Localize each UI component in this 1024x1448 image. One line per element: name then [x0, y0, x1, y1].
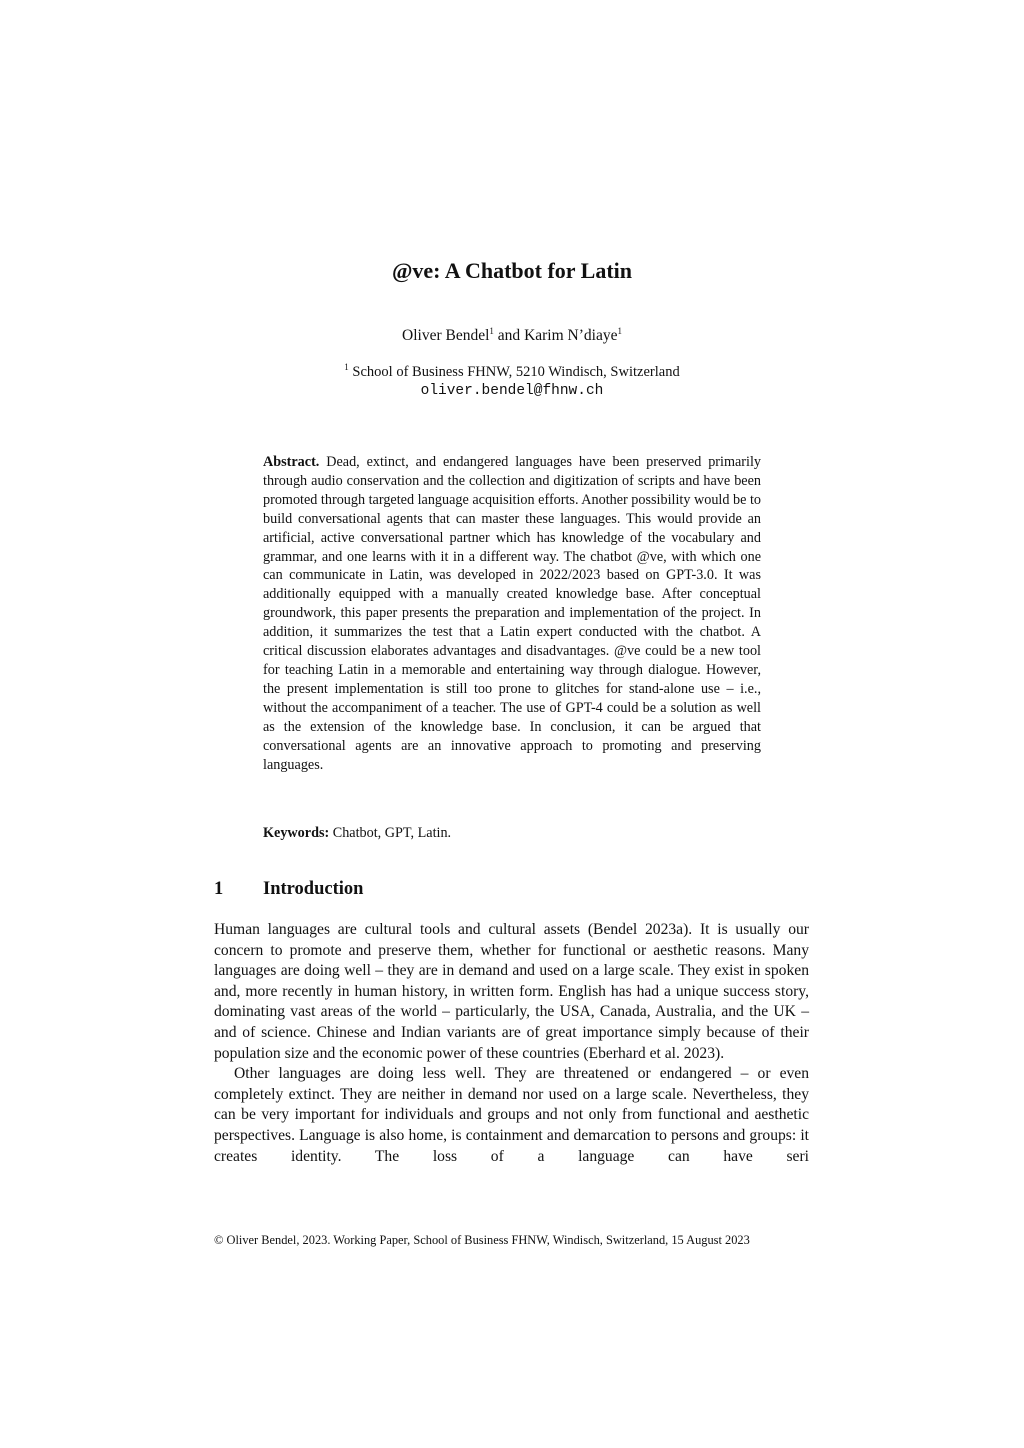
body-paragraph: Human languages are cultural tools and cultural assets (Bendel 2023a). It is usually our concern to promote and preserve them, whether for functional or aesthetic reasons. Many languages are doing well – they are in demand and used on a large scale. They exist in spoken and, more recently in human history, in written form. English has had a unique success story, dominating vast areas of the world – particularly, the USA, Canada, Australia, and the UK – and of science. Chinese and Indian variants are of great importance simply because of their population size and the economic power of these countries (Eberhard et al. 2023).: [214, 921, 809, 1062]
keywords-text: Chatbot, GPT, Latin.: [329, 825, 452, 841]
section-title: Introduction: [263, 879, 364, 899]
affiliation: [0, 363, 1024, 382]
author-line: [0, 325, 1024, 347]
keywords-label: Keywords:: [263, 825, 330, 841]
page-footer: © Oliver Bendel, 2023. Working Paper, School of Business FHNW, Windisch, Switzerland, 15 August 2023: [214, 1233, 750, 1247]
abstract-text: Dead, extinct, and endangered languages have been preserved primarily through audio conservation and the collection and digitization of scripts and have been promoted through targeted language acquisition efforts. Another possibility would be to build conversational agents that can master these languages. This would provide an artificial, active conversational partner which has knowledge of the vocabulary and grammar, and one learns with it in a different way. The chatbot @ve, with which one can communicate in Latin, was developed in 2022/2023 based on GPT-3.0. It was additionally equipped with a manually created knowledge base. After conceptual groundwork, this paper presents the preparation and implementation of the project. In addition, it summarizes the test that a Latin expert conducted with the chatbot. A critical discussion elaborates advantages and disadvantages. @ve could be a new tool for teaching Latin in a memorable and entertaining way through dialogue. However, the present implementation is still too prone to glitches for stand-alone use – i.e., without the accompaniment of a teacher. The use of GPT-4 could be a solution as well as the extension of the knowledge base. In conclusion, it can be argued that conversational agents are an innovative approach to promoting and preserving languages.: [263, 454, 761, 773]
affiliation-text: School of Business FHNW, 5210 Windisch, Switzerland: [348, 364, 680, 380]
section-number: 1: [214, 879, 224, 899]
body-text: [214, 920, 809, 1167]
author-name: Oliver Bendel: [402, 327, 490, 344]
abstract: [263, 453, 761, 774]
section-heading: [214, 876, 363, 902]
author-email: oliver.bendel@fhnw.ch: [420, 383, 604, 399]
author-conjunction: and: [493, 327, 525, 344]
body-paragraph: Other languages are doing less well. They are threatened or endangered – or even completely extinct. They are neither in demand nor used on a large scale. Nevertheless, they can be very important for individuals and groups and not only from functional and aesthetic perspectives. Language is also home, is containment and demarcation to persons and groups: it creates identity. The loss of a language can have seri: [214, 1065, 809, 1165]
abstract-label: Abstract.: [263, 454, 320, 470]
author-affiliation-mark: 1: [489, 325, 494, 336]
affiliation-mark: 1: [344, 362, 349, 373]
keywords: [263, 824, 761, 843]
author-name: Karim N’diaye: [524, 327, 618, 344]
paper-title: @ve: A Chatbot for Latin: [391, 258, 633, 283]
author-affiliation-mark: 1: [617, 325, 622, 336]
